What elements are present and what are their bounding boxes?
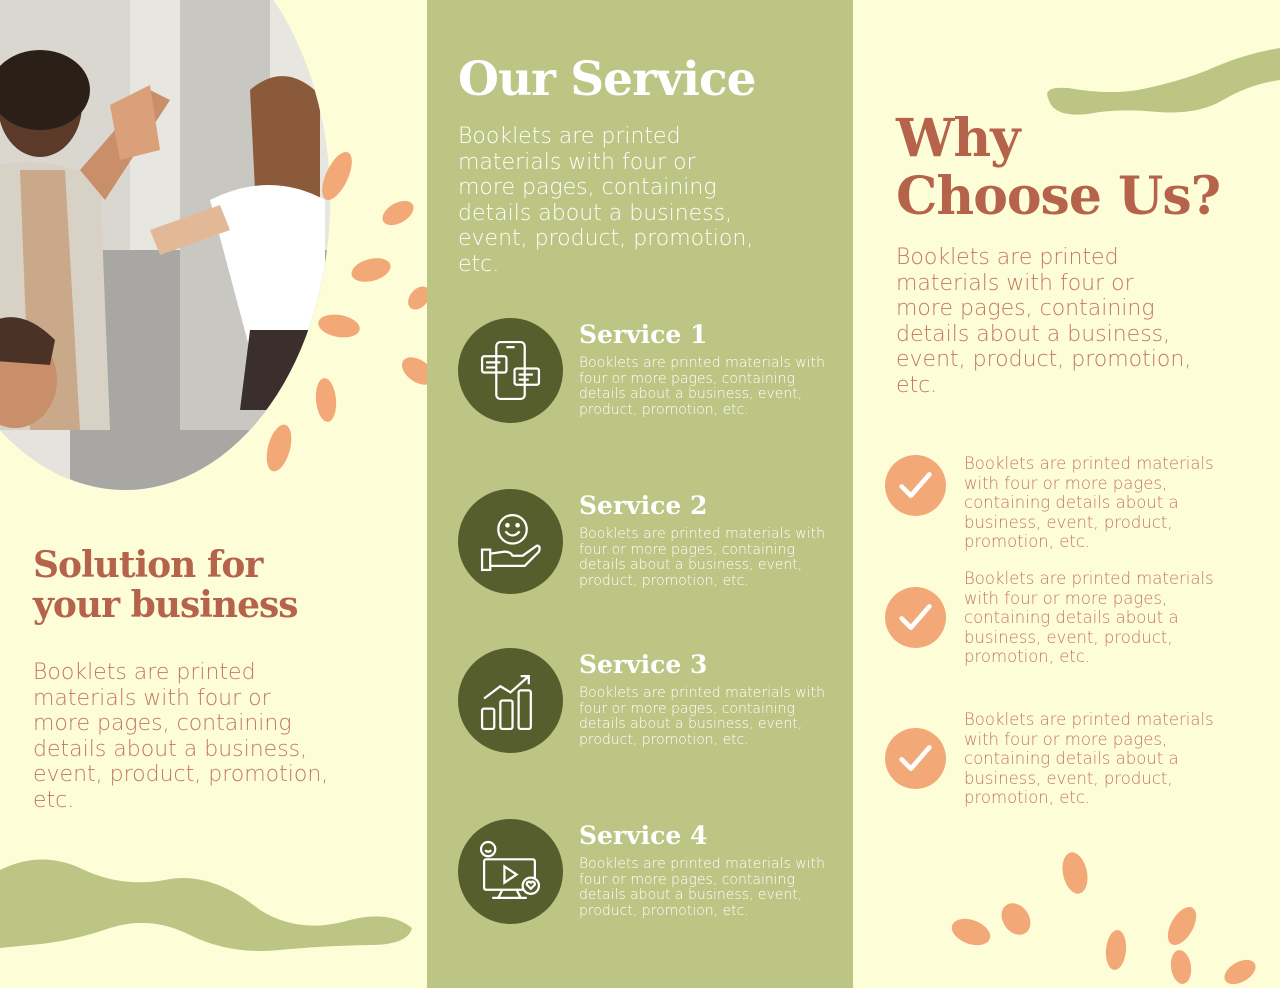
services-title: Our Service <box>458 52 756 107</box>
reason-badge <box>885 455 946 516</box>
decor-dash <box>996 898 1037 941</box>
service-title: Service 2 <box>579 491 708 520</box>
service-title: Service 1 <box>579 320 708 349</box>
decor-dash <box>1169 949 1194 985</box>
decor-dash <box>1059 850 1091 896</box>
service-icon-badge <box>458 648 563 753</box>
decor-wave <box>0 850 420 960</box>
checkmark-icon <box>897 740 934 777</box>
decor-dash <box>397 352 427 391</box>
middle-panel <box>427 0 853 988</box>
decor-dash <box>948 914 994 950</box>
reason-item <box>885 569 1245 669</box>
right-panel <box>853 0 1280 988</box>
decor-dash <box>1162 902 1202 949</box>
left-title: Solution for your business <box>33 544 298 626</box>
decor-dash <box>262 422 296 474</box>
service-icon-badge <box>458 318 563 423</box>
service-text: Booklets are printed materials with four or more pages, containing details about a business, event, product, promotion, etc. <box>579 355 825 418</box>
decor-dash <box>378 196 417 230</box>
service-item <box>458 489 838 599</box>
service-title: Service 4 <box>579 821 708 850</box>
decor-dash <box>314 377 338 423</box>
decor-dash <box>316 312 361 341</box>
decor-dash <box>349 254 393 286</box>
service-text: Booklets are printed materials with four or more pages, containing details about a business, event, product, promotion, etc. <box>579 685 825 748</box>
reason-text: Booklets are printed materials with four or more pages, containing details about a business, event, product, promotion, etc. <box>964 454 1214 552</box>
left-body-text: Booklets are printed materials with four or more pages, containing details about a business, event, product, promotion, etc. <box>33 660 329 813</box>
decor-dash <box>404 282 427 313</box>
reason-text: Booklets are printed materials with four or more pages, containing details about a business, event, product, promotion, etc. <box>964 569 1214 667</box>
service-title: Service 3 <box>579 650 708 679</box>
service-item <box>458 819 838 929</box>
monitor-video-icon <box>478 839 543 904</box>
checkmark-icon <box>897 467 934 504</box>
services-intro: Booklets are printed materials with four or more pages, containing details about a business, event, product, promotion, etc. <box>458 124 754 277</box>
service-item <box>458 648 838 758</box>
reason-badge <box>885 587 946 648</box>
service-text: Booklets are printed materials with four or more pages, containing details about a business, event, product, promotion, etc. <box>579 856 825 919</box>
growth-chart-icon <box>478 668 543 733</box>
reason-text: Booklets are printed materials with four or more pages, containing details about a business, event, product, promotion, etc. <box>964 710 1214 808</box>
reason-item <box>885 454 1245 554</box>
service-icon-badge <box>458 489 563 594</box>
service-item <box>458 318 838 428</box>
left-panel <box>0 0 427 988</box>
mobile-chat-icon <box>478 338 543 403</box>
decor-dash <box>1104 929 1127 971</box>
decor-dash <box>1220 955 1259 988</box>
why-intro: Booklets are printed materials with four or more pages, containing details about a business, event, product, promotion, etc. <box>896 245 1192 398</box>
reason-badge <box>885 728 946 789</box>
hand-smiley-icon <box>478 509 543 574</box>
service-icon-badge <box>458 819 563 924</box>
team-photo <box>0 0 330 490</box>
service-text: Booklets are printed materials with four or more pages, containing details about a business, event, product, promotion, etc. <box>579 526 825 589</box>
reason-item <box>885 710 1245 810</box>
why-title: Why Choose Us? <box>896 108 1221 227</box>
checkmark-icon <box>897 599 934 636</box>
